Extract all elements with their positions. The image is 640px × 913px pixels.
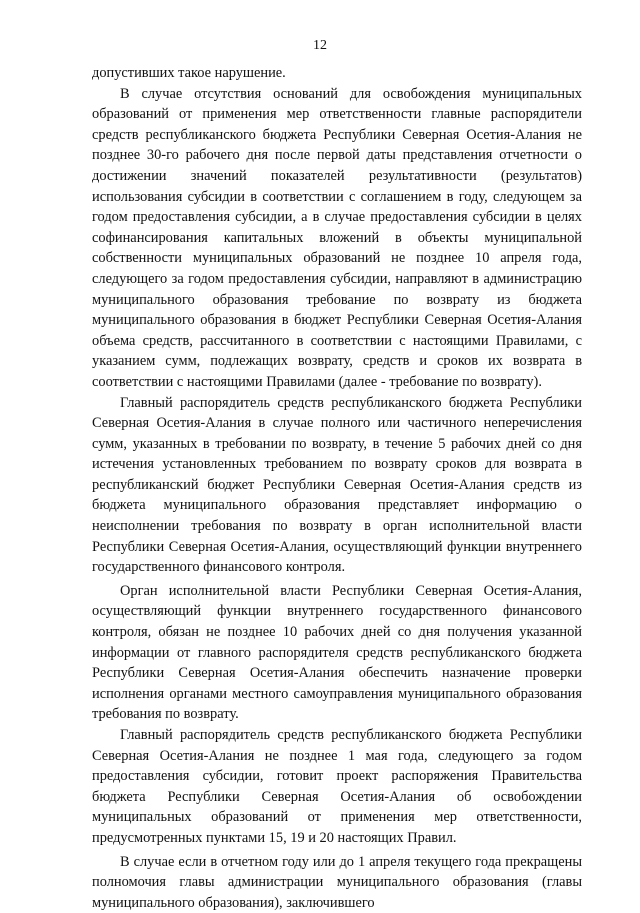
body-text: [92, 63, 582, 913]
paragraph-nonpayment-report: Главный распорядитель средств республиканского бюджета Республики Северная Осетия-Алания в случае полного или частичного неперечисления сумм, указанных в требовании по возврату, в течение 5 рабочих дней со дня истечения установленных требованием по возврату сроков для возврата в республиканский бюджет Республики Северная Осетия-Алания средств из бюджета муниципального образования представляет информацию о неисполнении требования по возврату в орган исполнительной власти Республики Северная Осетия-Алания, осуществляющий функции внутреннего государственного финансового контроля.: [92, 394, 582, 576]
page-number: 12: [313, 38, 327, 53]
paragraph-continuation: допустивших такое нарушение.: [92, 65, 286, 81]
paragraph-exemption-order: Главный распорядитель средств республиканского бюджета Республики Северная Осетия-Алания не позднее 1 мая года, следующего за годом предоставления субсидии, готовит проект распоряжения Правительства бюджета Республики Северная Осетия-Алания об освобождении муниципальных образований от применения мер ответственности, предусмотренных пунктами 15, 19 и 20 настоящих Правил.: [92, 727, 582, 846]
paragraph-financial-control: Орган исполнительной власти Республики Северная Осетия-Алания, осуществляющий функции внутреннего государственного финансового контроля, обязан не позднее 10 рабочих дней со дня получения указанной информации от главного распорядителя средств республиканского бюджета Республики Северная Осетия-Алания обеспечить назначение проверки исполнения органами местного самоуправления муниципального образования требования по возврату.: [92, 582, 582, 723]
paragraph-termination-of-powers: В случае если в отчетном году или до 1 апреля текущего года прекращены полномочия главы администрации муниципального образования (главы муниципального образования), заключившего: [92, 853, 582, 911]
paragraph-refund-requirement: В случае отсутствия оснований для освобождения муниципальных образований от применения мер ответственности главные распорядители средств республиканского бюджета Республики Северная Осетия-Алания не позднее 30-го рабочего дня после первой даты представления отчетности о достижении значений показателей результативности (результатов) использования субсидии в соответствии с соглашением в году, следующем за годом предоставления субсидии, а в случае предоставления субсидии в целях софинансирования капитальных вложений в объекты муниципальной собственности муниципальных образований не позднее 10 апреля года, следующего за годом предоставления субсидии, направляют в администрацию муниципального образования требование по возврату из бюджета муниципального образования в бюджет Республики Северная Осетия-Алания объема средств, рассчитанного в соответствии с настоящими Правилами, с указанием сумм, подлежащих возврату, средств и сроков их возврата в соответствии с настоящими Правилами (далее - требование по возврату).: [92, 85, 582, 390]
